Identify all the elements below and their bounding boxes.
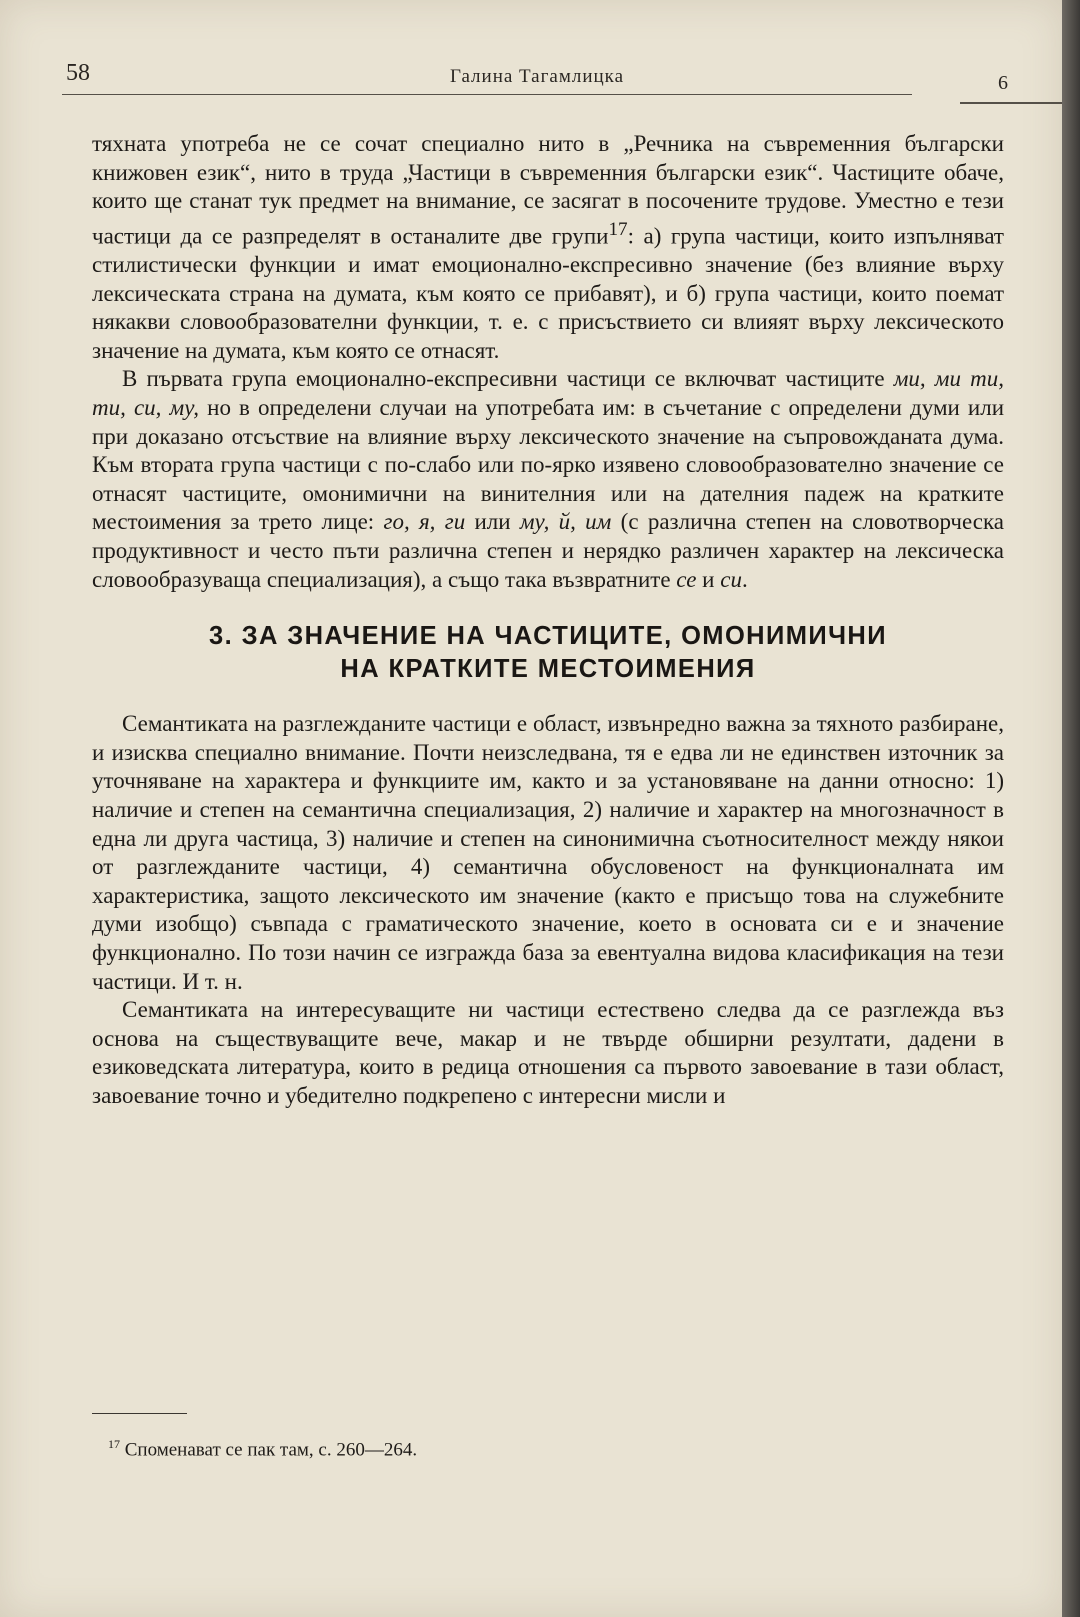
page-header xyxy=(62,58,1012,102)
paragraph-particle-groups: В първата група емоционално-експресивни частици се включват частиците ми, ми ти, ти, си, му, но в определени случаи на употребата им: в съчетание с определени думи или при доказано отсъствие на влияние върху лексическото значение на съпровожданата дума. Към втората група частици с по-слабо или по-ярко изявено словообразователно значение се отнасят частиците, омонимични на винителния или на дателния падеж на кратките местоимения за трето лице: го, я, ги или му, й, им (с различна степен на словотворческа продуктивност и често пъти различна степен и нерядко различен характер на лексическа словообразуваща специализация), а също така възвратните се и си. xyxy=(92,366,1005,592)
footnote-text: Споменават се пак там, с. 260—264. xyxy=(120,1439,418,1461)
section-heading-line-2: НА КРАТКИТЕ МЕСТОИМЕНИЯ xyxy=(340,655,756,684)
footnote-marker: 17 xyxy=(108,1437,120,1451)
footnote-reference: 17 xyxy=(608,218,628,240)
page-number: 58 xyxy=(66,60,90,86)
footnote xyxy=(108,1432,988,1462)
section-heading xyxy=(92,620,1004,686)
footnote-rule xyxy=(92,1413,187,1414)
header-rule-short xyxy=(960,102,1066,104)
section-heading-line-1: 3. ЗА ЗНАЧЕНИЕ НА ЧАСТИЦИТЕ, ОМОНИМИЧНИ xyxy=(209,622,887,651)
signature-mark: 6 xyxy=(998,72,1008,94)
header-rule xyxy=(62,94,912,95)
paragraph-continued: тяхната употреба не се сочат специално нито в „Речника на съвременния български книжовен език“, нито в труда „Частици в съвременния български език“. Частиците обаче, които ще станат тук предмет на внимание, се засягат в посочените трудове. Уместно е тези частици да се разпределят в останалите две групи$^{17}$: а) група частици, които изпълняват стилистически функции и имат емоционално-експресивно значение (без влияние върху лексическата страна на думата, към която се прибавят), и б) група частици, които поемат някакви словообразователни функции, т. е. с присъствието си влияят върху лексическото значение на думата, към която се отнасят. xyxy=(92,131,1004,363)
running-title: Галина Тагамлицка xyxy=(449,66,625,87)
body-text xyxy=(92,130,1004,1110)
paragraph-semantics-literature: Семантиката на интересуващите ни частици естествено следва да се разглежда въз основа на съществуващите вече, макар и не твърде обширни резултати, дадени в езиковедската литература, които в редица отношения са първото завоевание в тази област, завоевание точно и убедително подкрепено с интересни мисли и xyxy=(92,997,1004,1108)
paragraph-semantics: Семантиката на разглежданите частици е област, извънредно важна за тяхното разбиране, и изисква специално внимание. Почти неизследвана, тя е едва ли не единствен източник за уточняване на характера и функциите им, както и за установяване на данни относно: 1) наличие и степен на семантична специализация, 2) наличие и характер на многозначност в една ли друга частица, 3) наличие и степен на синонимична съотносителност между някои от разглежданите частици, 4) семантична обусловеност на функционалната им характеристика, защото лексическото им значение (както е присъщо това на служебните думи изобщо) съвпада с граматическото значение, което в основата си е и значение функционално. По този начин се изгражда база за евентуална видова класификация на тези частици. И т. н. xyxy=(92,711,1004,994)
book-spine-edge xyxy=(1062,0,1080,1617)
